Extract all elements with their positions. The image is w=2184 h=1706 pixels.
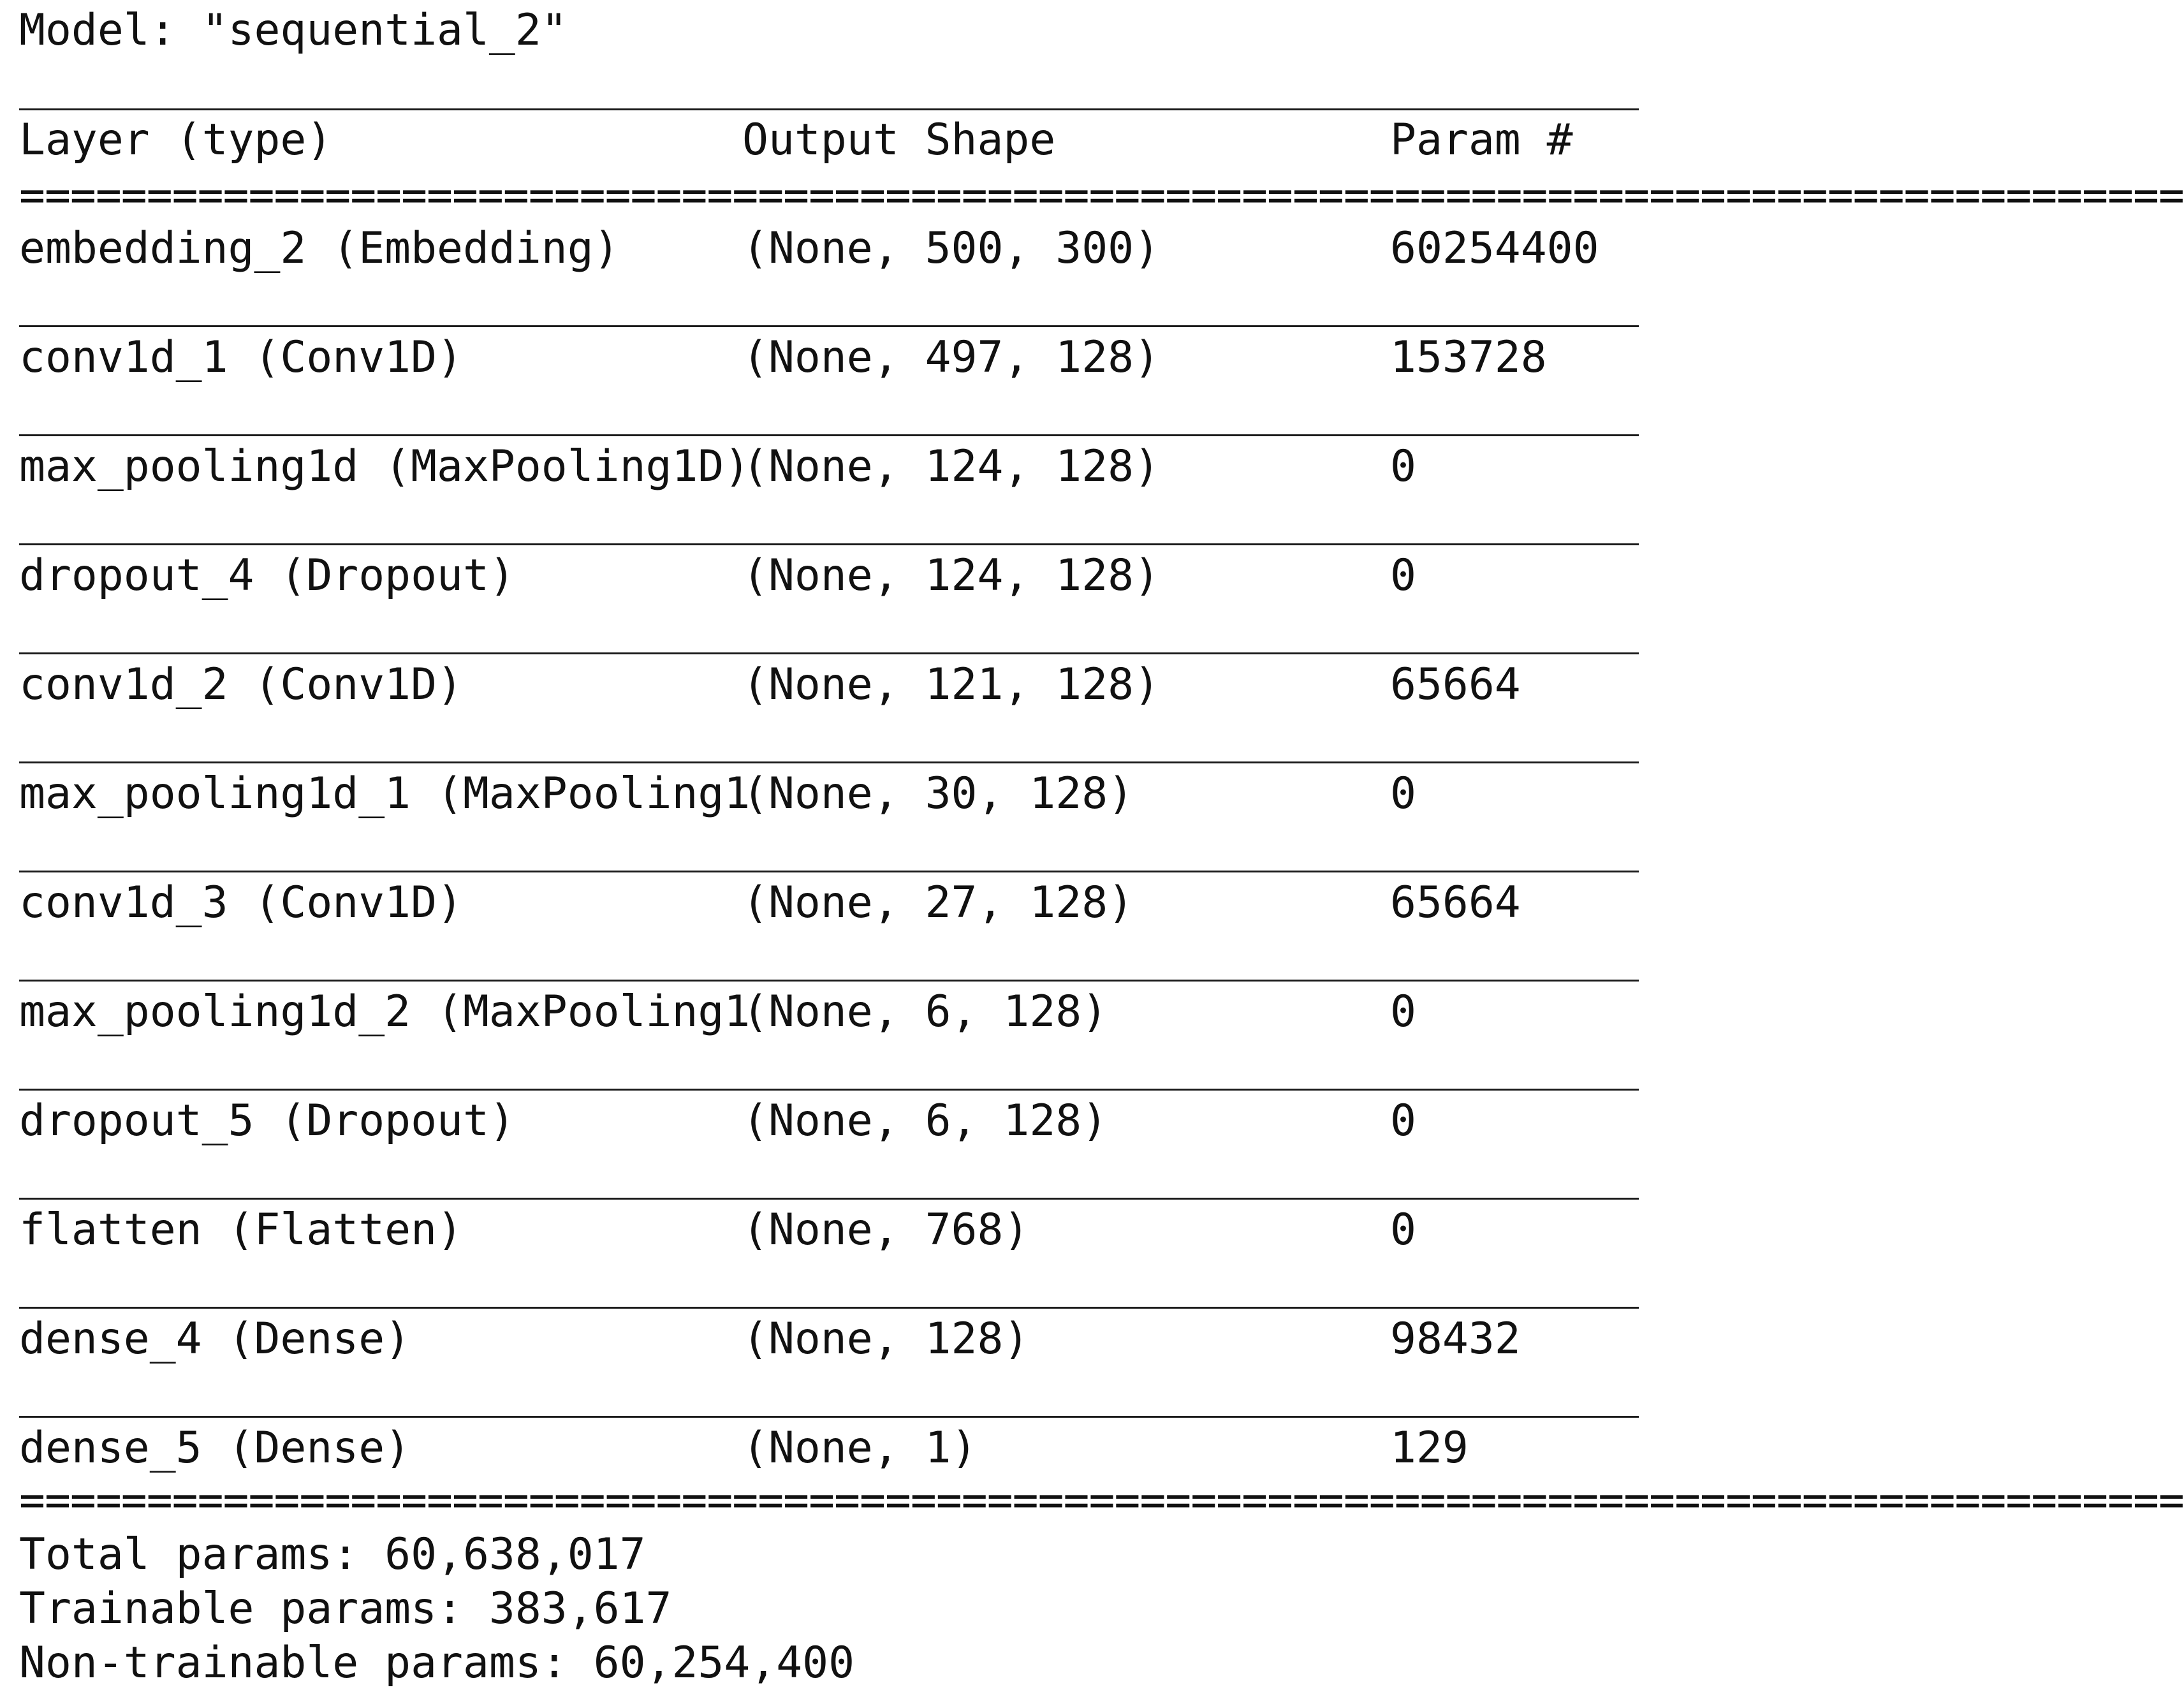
row-separator [19, 1307, 1639, 1309]
layer-param-count: 0 [1390, 987, 1416, 1037]
header-double-rule: ===================================================================================== [19, 170, 2184, 221]
row-separator [19, 871, 1639, 872]
layer-param-count: 60254400 [1390, 223, 1599, 274]
layer-output-shape: (None, 6, 128) [742, 1096, 1108, 1146]
layer-param-count: 0 [1390, 1205, 1416, 1255]
layer-output-shape: (None, 121, 128) [742, 659, 1161, 710]
layer-name: conv1d_1 (Conv1D) [19, 332, 463, 383]
layer-output-shape: (None, 128) [742, 1314, 1030, 1364]
non-trainable-params: Non-trainable params: 60,254,400 [19, 1638, 855, 1688]
layer-output-shape: (None, 124, 128) [742, 441, 1161, 492]
row-separator [19, 1416, 1639, 1418]
row-separator [19, 652, 1639, 654]
layer-name: embedding_2 (Embedding) [19, 223, 620, 274]
row-separator [19, 434, 1639, 436]
layer-output-shape: (None, 6, 128) [742, 987, 1108, 1037]
row-separator [19, 1198, 1639, 1200]
layer-param-count: 0 [1390, 768, 1416, 819]
row-separator [19, 1089, 1639, 1091]
layer-name: conv1d_3 (Conv1D) [19, 878, 463, 928]
model-title: Model: "sequential_2" [19, 5, 568, 55]
layer-output-shape: (None, 1) [742, 1423, 978, 1473]
total-params: Total params: 60,638,017 [19, 1529, 646, 1580]
layer-param-count: 98432 [1390, 1314, 1521, 1364]
layer-name: flatten (Flatten) [19, 1205, 463, 1255]
layer-output-shape: (None, 30, 128) [742, 768, 1134, 819]
layer-param-count: 0 [1390, 1096, 1416, 1146]
layer-name: max_pooling1d (MaxPooling1D) [19, 441, 751, 492]
layer-name: dense_4 (Dense) [19, 1314, 411, 1364]
layer-name: max_pooling1d_2 (MaxPooling1 [19, 987, 751, 1037]
layer-param-count: 65664 [1390, 878, 1521, 928]
layer-name: dropout_4 (Dropout) [19, 550, 515, 601]
top-rule [19, 108, 1639, 110]
layer-name: dense_5 (Dense) [19, 1423, 411, 1473]
row-separator [19, 543, 1639, 545]
layer-param-count: 0 [1390, 441, 1416, 492]
row-separator [19, 761, 1639, 763]
layer-output-shape: (None, 497, 128) [742, 332, 1161, 383]
layer-param-count: 129 [1390, 1423, 1469, 1473]
layer-name: conv1d_2 (Conv1D) [19, 659, 463, 710]
layer-output-shape: (None, 27, 128) [742, 878, 1134, 928]
header-output-shape: Output Shape [742, 115, 1056, 165]
layer-output-shape: (None, 124, 128) [742, 550, 1161, 601]
layer-output-shape: (None, 500, 300) [742, 223, 1161, 274]
layer-output-shape: (None, 768) [742, 1205, 1030, 1255]
layer-name: dropout_5 (Dropout) [19, 1096, 515, 1146]
header-layer: Layer (type) [19, 115, 333, 165]
row-separator [19, 325, 1639, 327]
layer-param-count: 0 [1390, 550, 1416, 601]
layer-param-count: 153728 [1390, 332, 1547, 383]
layer-name: max_pooling1d_1 (MaxPooling1 [19, 768, 751, 819]
trainable-params: Trainable params: 383,617 [19, 1584, 672, 1634]
footer-double-rule: ===================================================================================== [19, 1475, 2184, 1526]
header-param: Param # [1390, 115, 1573, 165]
row-separator [19, 980, 1639, 982]
layer-param-count: 65664 [1390, 659, 1521, 710]
